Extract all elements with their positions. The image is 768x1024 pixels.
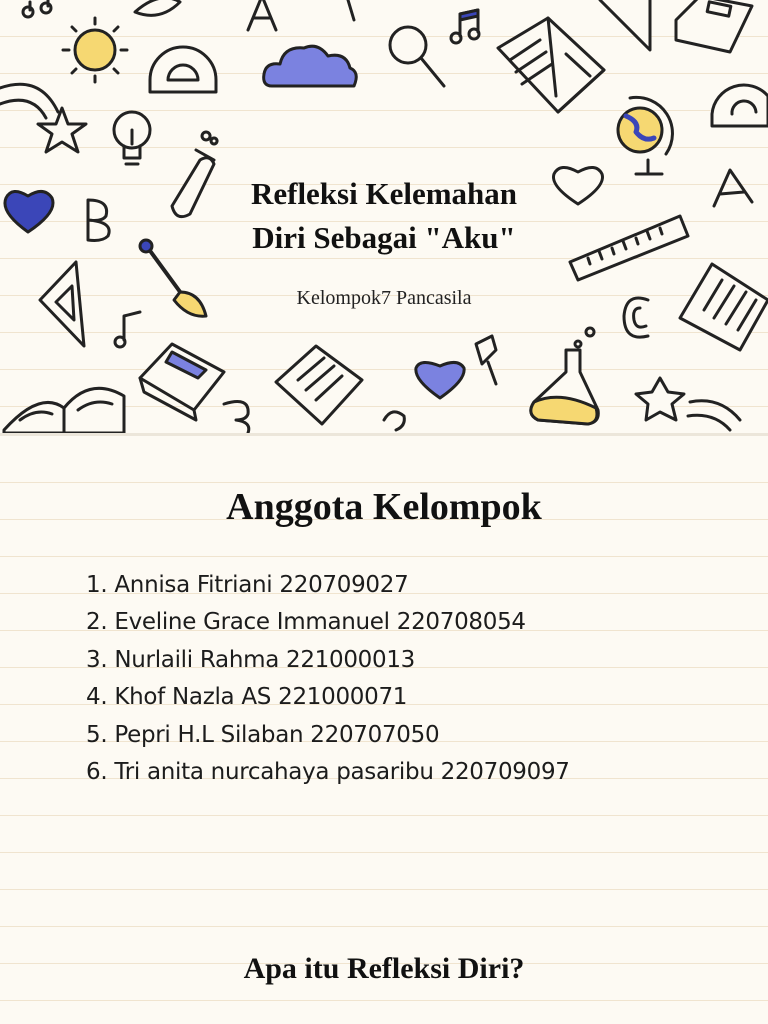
section-heading: Apa itu Refleksi Diri?: [243, 952, 525, 985]
shooting-star-icon: [0, 84, 86, 152]
light-bulb-icon: [114, 112, 150, 164]
title-line-1: Refleksi Kelemahan: [250, 176, 518, 211]
music-note-icon: [115, 312, 140, 347]
letter-b-icon: [88, 200, 109, 241]
triangle-ruler-icon: [600, 0, 650, 50]
music-note-icon: [451, 10, 479, 43]
open-book-icon: [4, 388, 124, 433]
music-note-icon: [23, 0, 51, 17]
ruler-icon: [570, 216, 688, 280]
cloud-icon: [264, 46, 357, 86]
flask-icon: [531, 328, 598, 424]
paper-icon: [680, 264, 768, 350]
pencil-icon: [348, 0, 354, 20]
star-icon: [636, 378, 740, 430]
members-heading: Anggota Kelompok: [226, 486, 542, 528]
protractor-icon: [712, 85, 768, 126]
letter-a-icon: [714, 170, 752, 206]
magnifying-glass-icon: [390, 27, 444, 86]
presentation-subtitle: Kelompok7 Pancasila: [296, 287, 472, 309]
presentation-title: [184, 172, 584, 260]
open-book-icon: [498, 18, 604, 112]
book-icon: [676, 0, 752, 52]
letter-a-icon: [248, 0, 276, 30]
sun-icon: [63, 18, 127, 82]
title-slide: [0, 0, 768, 433]
list-item: 2. Eveline Grace Immanuel 220708054: [86, 609, 526, 636]
heart-icon: [5, 191, 53, 232]
triangle-ruler-icon: [40, 262, 84, 346]
heart-icon: [416, 362, 464, 398]
book-icon: [140, 344, 224, 420]
leaf-icon: [135, 0, 180, 15]
letter-c-icon: [624, 298, 648, 337]
list-item: 4. Khof Nazla AS 221000071: [86, 684, 408, 711]
number-3-icon: [224, 402, 249, 433]
pushpin-icon: [476, 336, 496, 384]
protractor-icon: [150, 47, 216, 92]
list-item: 6. Tri anita nurcahaya pasaribu 220709097: [86, 759, 570, 786]
question-mark-icon: [384, 412, 404, 430]
list-item: 5. Pepri H.L Silaban 220707050: [86, 721, 440, 748]
list-item: 3. Nurlaili Rahma 221000013: [86, 646, 416, 673]
document-icon: [276, 346, 362, 424]
list-item: 1. Annisa Fitriani 220709027: [86, 572, 409, 598]
title-line-2: Diri Sebagai "Aku": [252, 220, 516, 255]
members-list: [86, 567, 570, 791]
globe-icon: [618, 97, 672, 174]
